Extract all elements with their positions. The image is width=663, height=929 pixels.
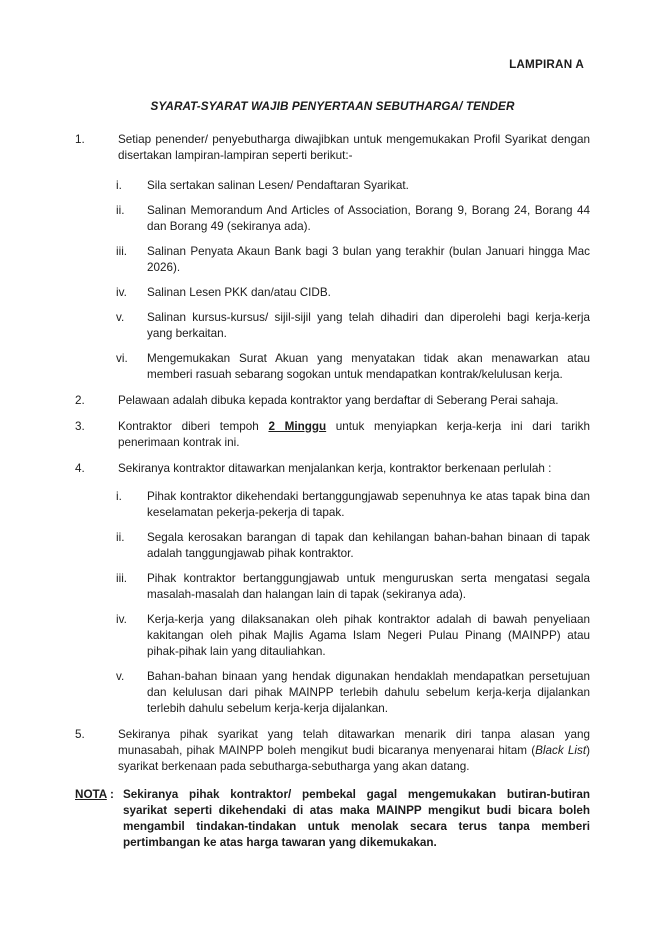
sub-number: iv. [116,613,127,626]
duration-emphasis: 2 Minggu [268,420,327,433]
sub-text: Pihak kontraktor bertanggungjawab untuk menguruskan serta mengatasi segala masalah-masalah dan halangan lain di tapak (sekiranya ada). [147,572,590,601]
sub-text: Salinan Memorandum And Articles of Association, Borang 9, Borang 24, Borang 44 dan Borang 49 (sekiranya ada). [147,204,590,233]
sub-item-4-ii [116,530,590,562]
item-number: 1. [75,133,85,146]
sub-number: ii. [116,204,125,217]
nota-colon: : [106,788,114,801]
sub-text: Salinan kursus-kursus/ sijil-sijil yang telah dihadiri dan diperolehi bagi kerja-kerja yang berkaitan. [147,311,590,340]
sub-number: v. [116,670,125,683]
item-number: 3. [75,420,85,433]
sub-item-1-iii [116,244,590,276]
list-item-3 [75,419,590,451]
sub-item-1-iv [116,285,590,301]
sub-item-1-i [116,178,590,194]
item-number: 2. [75,394,85,407]
item-text [118,419,590,451]
sub-item-4-i [116,489,590,521]
sub-item-4-iii [116,571,590,603]
sub-number: ii. [116,531,125,544]
nota-word: NOTA [75,788,107,801]
item-number: 5. [75,728,85,741]
run-before: Sekiranya pihak syarikat yang telah ditawarkan menarik diri tanpa alasan yang munasabah, pihak MAINPP boleh mengikut budi bicaranya menyenarai hitam ( [118,728,590,757]
list-item-5 [75,727,590,775]
sub-text: Pihak kontraktor dikehendaki bertanggungjawab sepenuhnya ke atas tapak bina dan keselamatan pekerja-pekerja di tapak. [147,490,590,519]
sub-number: iii. [116,572,128,585]
nota-text: Sekiranya pihak kontraktor/ pembekal gagal mengemukakan butiran-butiran syarikat seperti dikehendaki di atas maka MAINPP mengikut budi bicara boleh mengambil tindakan-tindakan untuk menolak secara terus tanpa memberi pertimbangan ke atas harga tawaran yang dikemukakan. [123,788,590,849]
item-text: Setiap penender/ penyebutharga diwajibkan untuk mengemukakan Profil Syarikat dengan disertakan lampiran-lampiran seperti berikut:- [118,133,590,162]
sub-text: Bahan-bahan binaan yang hendak digunakan hendaklah mendapatkan persetujuan dan kelulusan dari pihak MAINPP terlebih dahulu sebelum kerja-kerja dijalankan terlebih dahulu sebelum kerja-kerja dijalankan. [147,670,590,715]
sub-item-1-v [116,310,590,342]
sublist-4 [118,489,590,717]
sublist-1 [118,178,590,383]
sub-number: i. [116,179,122,192]
sub-number: vi. [116,352,128,365]
item-text [118,727,590,775]
list-item-1 [75,132,590,383]
sub-text: Sila sertakan salinan Lesen/ Pendaftaran Syarikat. [147,179,409,192]
nota-section [75,787,590,851]
sub-item-4-v [116,669,590,717]
sub-text: Mengemukakan Surat Akuan yang menyatakan tidak akan menawarkan atau memberi rasuah sebarang sogokan untuk mendapatkan kontrak/kelulusan kerja. [147,352,590,381]
item-text: Pelawaan adalah dibuka kepada kontraktor yang berdaftar di Seberang Perai sahaja. [118,394,559,407]
item-text: Sekiranya kontraktor ditawarkan menjalankan kerja, kontraktor berkenaan perlulah : [118,462,552,475]
list-item-4 [75,461,590,717]
run-before: Kontraktor diberi tempoh [118,420,269,433]
sub-text: Segala kerosakan barangan di tapak dan kehilangan bahan-bahan binaan di tapak adalah tanggungjawab pihak kontraktor. [147,531,590,560]
sub-number: iv. [116,286,127,299]
sub-text: Salinan Penyata Akaun Bank bagi 3 bulan yang terakhir (bulan Januari hingga Mac 2026). [147,245,590,274]
sub-number: iii. [116,245,128,258]
sub-number: v. [116,311,125,324]
blacklist-term: Black List [535,744,587,757]
run-after: untuk menyiapkan kerja-kerja ini dari tarikh penerimaan kontrak ini. [118,420,590,449]
header-label: LAMPIRAN A [509,58,584,71]
sub-text: Kerja-kerja yang dilaksanakan oleh pihak kontraktor adalah di bawah penyeliaan kakitangan oleh pihak Majlis Agama Islam Negeri Pulau Pinang (MAINPP) atau pihak-pihak lain yang ditauliahkan. [147,613,590,658]
sub-text: Salinan Lesen PKK dan/atau CIDB. [147,286,331,299]
sub-item-1-ii [116,203,590,235]
sub-item-1-vi [116,351,590,383]
document-title: SYARAT-SYARAT WAJIB PENYERTAAN SEBUTHARGA/ TENDER [150,100,515,113]
sub-item-4-iv [116,612,590,660]
run-after: ) syarikat berkenaan pada sebutharga-sebutharga yang akan datang. [118,744,590,773]
sub-number: i. [116,490,122,503]
list-item-2 [75,393,590,409]
item-number: 4. [75,462,85,475]
nota-label [75,787,123,851]
